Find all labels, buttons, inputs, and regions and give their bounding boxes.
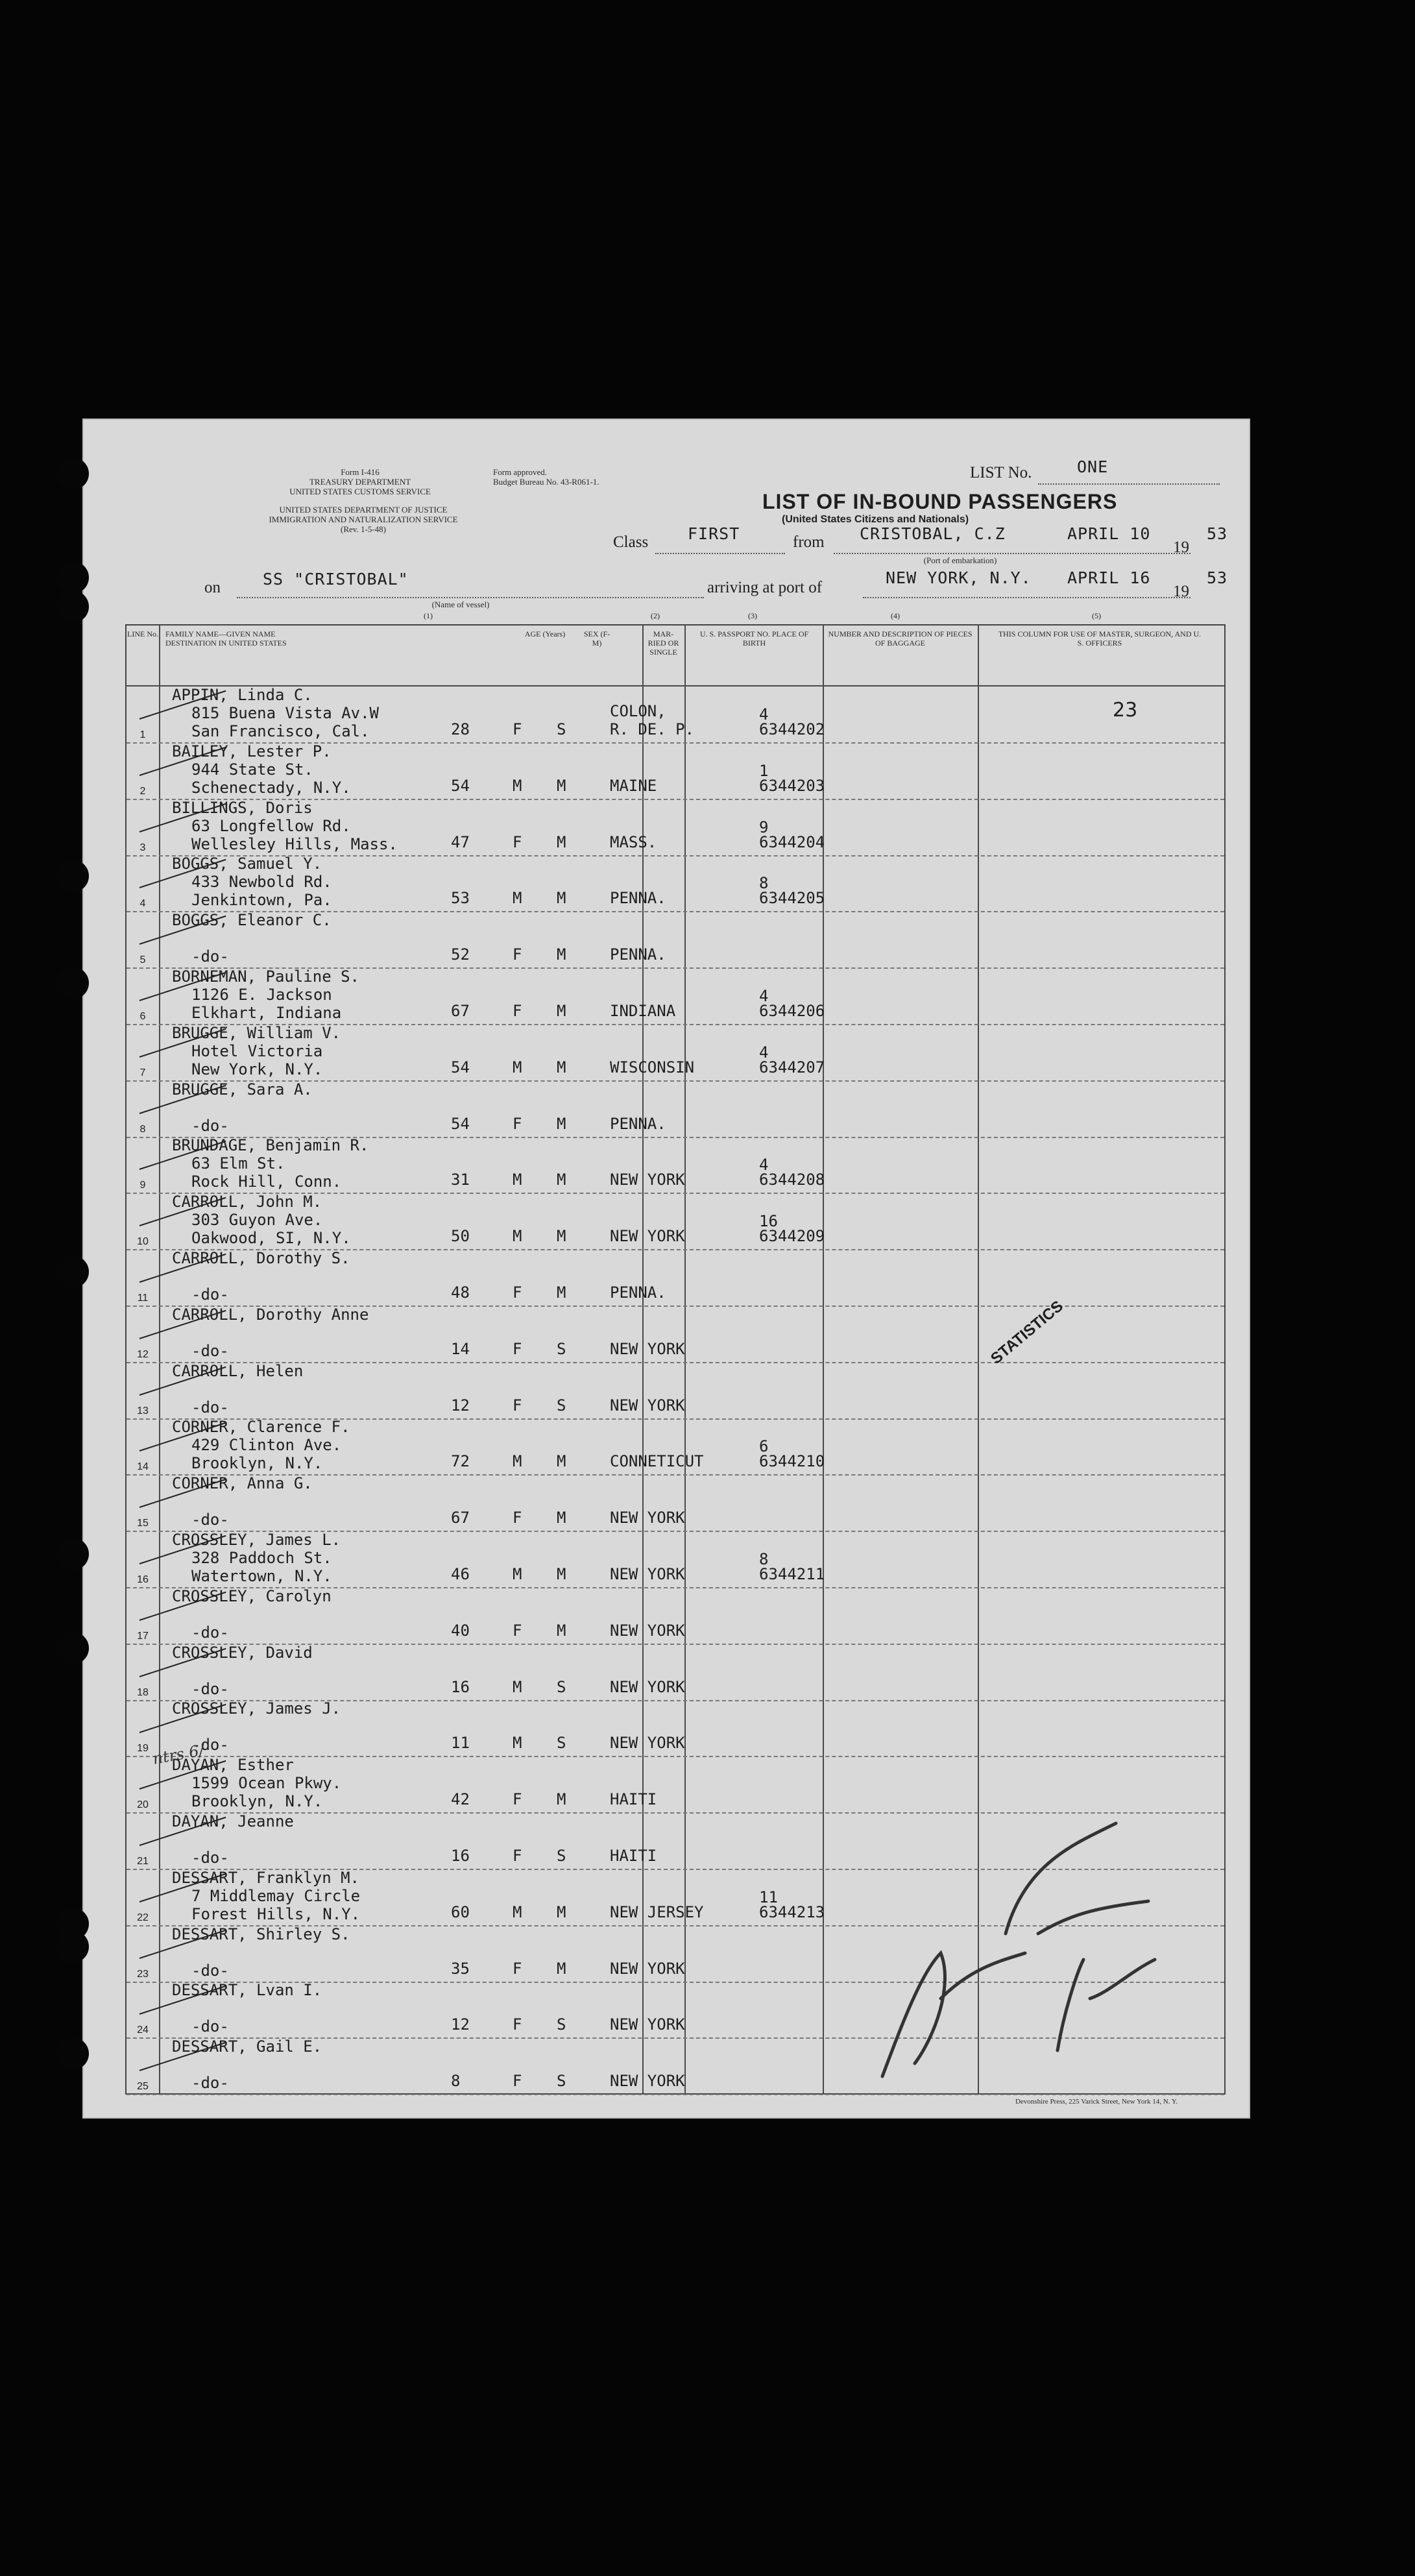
place-of-birth: NEW YORK [610, 1227, 685, 1246]
place-of-birth: NEW YORK [610, 1339, 685, 1358]
passenger-row [127, 1418, 1224, 1476]
passenger-row [127, 1587, 1224, 1645]
form-number: Form I-416 [341, 467, 380, 477]
place-of-birth: WISCONSIN [610, 1058, 695, 1076]
line-number: 22 [137, 1912, 149, 1923]
line-number: 7 [139, 1067, 146, 1078]
address-line-2: -do- [191, 1736, 229, 1755]
passenger-name: DESSART, Lvan I. [172, 1981, 322, 2000]
marital-status: M [557, 1171, 566, 1189]
sex: F [513, 1002, 522, 1020]
sex: M [513, 889, 522, 908]
place-of-birth: NEW YORK [610, 2015, 685, 2034]
line-number: 23 [137, 1968, 149, 1980]
passenger-name: CROSSLEY, James L. [172, 1531, 341, 1549]
on-label: on [204, 579, 221, 596]
arrival-date: APRIL 16 [1067, 568, 1151, 587]
col-sex: SEX (F-M) [583, 629, 611, 648]
age: 48 [451, 1283, 470, 1302]
sex: F [513, 832, 522, 851]
age: 12 [451, 2015, 470, 2034]
passenger-row [127, 1080, 1224, 1138]
marital-status: M [557, 1227, 566, 1246]
age: 16 [451, 1677, 470, 1696]
sex: F [513, 1959, 522, 1978]
line-number: 9 [139, 1180, 146, 1191]
passenger-row [127, 1531, 1224, 1588]
age: 67 [451, 1509, 470, 1527]
marital-status: S [557, 2072, 566, 2091]
passenger-row [127, 1193, 1224, 1250]
list-no-value: ONE [1077, 457, 1109, 476]
punch-hole [56, 457, 89, 490]
place-of-birth: HAITI [610, 1790, 657, 1809]
passenger-name: BAILEY, Lester P. [172, 742, 332, 760]
passenger-row [127, 911, 1224, 969]
baggage-number: 6344213 [759, 1902, 825, 1921]
embarkation-note: (Port of embarkation) [923, 555, 997, 565]
address-line-1: 944 State St. [191, 760, 313, 779]
address-line-2: -do- [191, 1679, 229, 1698]
address-line-1: 63 Elm St. [191, 1154, 285, 1173]
arrival-year: 53 [1207, 568, 1228, 587]
passenger-row [127, 1699, 1224, 1757]
punch-hole [56, 860, 89, 892]
vessel-name: SS "CRISTOBAL" [263, 570, 409, 589]
address-line-1: 63 Longfellow Rd. [191, 816, 351, 835]
passenger-name: DESSART, Gail E. [172, 2037, 322, 2056]
sex: F [513, 1114, 522, 1133]
marital-status: M [557, 832, 566, 851]
marital-status: S [557, 2015, 566, 2034]
age: 40 [451, 1621, 470, 1640]
age: 47 [451, 832, 470, 851]
place-of-birth: CONNETICUT [610, 1452, 704, 1471]
dept-customs: UNITED STATES CUSTOMS SERVICE [289, 487, 431, 496]
age: 11 [451, 1734, 470, 1753]
sex: F [513, 1621, 522, 1640]
col-passport: U. S. PASSPORT NO. PLACE OF BIRTH [699, 629, 809, 648]
sex: M [513, 776, 522, 795]
sex: F [513, 2072, 522, 2091]
passenger-row [127, 742, 1224, 800]
baggage-number: 6344204 [759, 832, 825, 851]
col-age: AGE (Years) [524, 629, 566, 638]
age: 35 [451, 1959, 470, 1978]
punch-hole [56, 561, 89, 594]
punch-hole [56, 1256, 89, 1288]
address-line-1: 328 Paddoch St. [191, 1549, 332, 1567]
marital-status: S [557, 1339, 566, 1358]
marital-status: S [557, 1847, 566, 1865]
punch-hole [56, 1538, 89, 1570]
address-line-2: -do- [191, 1398, 229, 1416]
passenger-row [127, 1249, 1224, 1307]
baggage-number: 6344202 [759, 720, 825, 738]
passenger-row [127, 1644, 1224, 1701]
age: 42 [451, 1790, 470, 1809]
baggage-number: 6344203 [759, 776, 825, 795]
baggage-count: 4 [759, 1043, 769, 1062]
marital-status: M [557, 1283, 566, 1302]
punch-hole [56, 2037, 89, 2070]
form-subtitle: (United States Citizens and Nationals) [782, 514, 969, 525]
address-line-1: 815 Buena Vista Av.W [191, 704, 379, 722]
line-number: 5 [139, 954, 146, 966]
year-prefix: 19 [1173, 539, 1189, 556]
marital-status: M [557, 1058, 566, 1076]
passenger-name: CARROLL, Dorothy Anne [172, 1305, 369, 1324]
dept-treasury: TREASURY DEPARTMENT [309, 477, 411, 487]
address-line-2: -do- [191, 947, 229, 966]
inspector-signature [843, 1804, 1181, 2096]
address-line-2: Elkhart, Indiana [191, 1004, 342, 1022]
passenger-name: CROSSLEY, James J. [172, 1699, 341, 1718]
passenger-row [127, 686, 1224, 744]
punch-hole [56, 1930, 89, 1963]
address-line-2: -do- [191, 1341, 229, 1360]
address-line-2: New York, N.Y. [191, 1060, 323, 1078]
col-officers: THIS COLUMN FOR USE OF MASTER, SURGEON, AND U. S. OFFICERS [998, 629, 1202, 648]
line-number: 24 [137, 2024, 149, 2036]
dept-justice: UNITED STATES DEPARTMENT OF JUSTICE [279, 505, 448, 515]
address-line-2: Forest Hills, N.Y. [191, 1904, 361, 1923]
address-line-2: Brooklyn, N.Y. [191, 1454, 323, 1473]
address-line-2: -do- [191, 1116, 229, 1135]
line-number: 12 [137, 1348, 149, 1360]
address-line-2: Oakwood, SI, N.Y. [191, 1229, 351, 1248]
age: 54 [451, 776, 470, 795]
sex: F [513, 1847, 522, 1865]
passenger-name: BOGGS, Eleanor C. [172, 911, 332, 930]
baggage-count: 16 [759, 1212, 778, 1231]
passenger-name: APPIN, Linda C. [172, 686, 313, 704]
sex: F [513, 1283, 522, 1302]
passenger-row [127, 1362, 1224, 1420]
age: 12 [451, 1396, 470, 1415]
age: 54 [451, 1058, 470, 1076]
sex: F [513, 1396, 522, 1415]
marital-status: M [557, 1902, 566, 1921]
address-line-2: -do- [191, 1961, 229, 1980]
age: 31 [451, 1171, 470, 1189]
place-of-birth: MAINE [610, 776, 657, 795]
line-number: 21 [137, 1856, 149, 1867]
arrival-port: NEW YORK, N.Y. [886, 568, 1032, 587]
line-number: 16 [137, 1574, 149, 1585]
passenger-name: BORNEMAN, Pauline S. [172, 967, 359, 986]
place-of-birth: INDIANA [610, 1002, 676, 1020]
place-of-birth: NEW YORK [610, 1509, 685, 1527]
age: 54 [451, 1114, 470, 1133]
address-line-2: -do- [191, 2017, 229, 2036]
dept-ins: IMMIGRATION AND NATURALIZATION SERVICE [269, 515, 458, 524]
place-of-birth: PENNA. [610, 1283, 666, 1302]
address-line-2: -do- [191, 1285, 229, 1304]
place-of-birth: PENNA. [610, 945, 666, 964]
year-prefix-2: 19 [1173, 583, 1189, 600]
sex: M [513, 1452, 522, 1471]
line-number: 6 [139, 1011, 146, 1022]
sex: M [513, 1227, 522, 1246]
marital-status: M [557, 1114, 566, 1133]
baggage-count: 1 [759, 761, 769, 780]
passenger-name: BRUGGE, Sara A. [172, 1080, 313, 1099]
place-of-birth: NEW YORK [610, 1734, 685, 1753]
sex: M [513, 1565, 522, 1583]
punch-hole [56, 590, 89, 623]
marital-status: S [557, 1734, 566, 1753]
passenger-name: CARROLL, John M. [172, 1193, 322, 1211]
place-of-birth: NEW YORK [610, 2072, 685, 2091]
baggage-number: 6344205 [759, 889, 825, 908]
place-of-birth: PENNA. [610, 1114, 666, 1133]
age: 67 [451, 1002, 470, 1020]
baggage-count: 4 [759, 987, 769, 1005]
passenger-row [127, 855, 1224, 912]
passenger-row [127, 1136, 1224, 1194]
age: 53 [451, 889, 470, 908]
baggage-count: 8 [759, 1550, 769, 1568]
line-number: 18 [137, 1686, 149, 1698]
baggage-count: 11 [759, 1888, 778, 1906]
officer-note: 23 [1113, 699, 1138, 722]
marital-status: M [557, 1959, 566, 1978]
passenger-name: BILLINGS, Doris [172, 798, 313, 817]
address-line-2: San Francisco, Cal. [191, 722, 370, 740]
marital-status: M [557, 1621, 566, 1640]
passenger-name: CARROLL, Dorothy S. [172, 1249, 350, 1267]
line-number: 15 [137, 1518, 149, 1529]
line-number: 8 [139, 1123, 146, 1135]
list-no-label: LIST No. [970, 464, 1032, 481]
marital-status: M [557, 776, 566, 795]
age: 50 [451, 1227, 470, 1246]
baggage-count: 9 [759, 818, 769, 836]
embarkation-date: APRIL 10 [1067, 524, 1151, 543]
address-line-1: 1599 Ocean Pkwy. [191, 1774, 342, 1793]
printer-imprint: Devonshire Press, 225 Varick Street, New York 14, N. Y. [1015, 2098, 1178, 2106]
marital-status: M [557, 889, 566, 908]
baggage-count: 8 [759, 874, 769, 893]
marital-status: S [557, 720, 566, 738]
address-line-1: 1126 E. Jackson [191, 986, 332, 1004]
marital-status: M [557, 1790, 566, 1809]
place-of-birth: PENNA. [610, 889, 666, 908]
passenger-name: CROSSLEY, David [172, 1643, 313, 1662]
col-married: MAR-RIED OR SINGLE [647, 629, 679, 657]
passenger-name: CORNER, Anna G. [172, 1474, 313, 1493]
sex: M [513, 1734, 522, 1753]
passenger-row [127, 1024, 1224, 1082]
address-line-2: Watertown, N.Y. [191, 1567, 332, 1585]
passenger-row [127, 1474, 1224, 1532]
col-name: FAMILY NAME—GIVEN NAME DESTINATION IN UNITED STATES [165, 629, 287, 648]
address-line-2: Jenkintown, Pa. [191, 891, 332, 910]
address-line-1: Hotel Victoria [191, 1041, 323, 1060]
line-number: 20 [137, 1799, 149, 1811]
sex: F [513, 945, 522, 964]
sex: M [513, 1677, 522, 1696]
baggage-count: 4 [759, 705, 769, 723]
baggage-count: 6 [759, 1437, 769, 1456]
col-num-5: (5) [1092, 611, 1101, 620]
baggage-count: 4 [759, 1156, 769, 1174]
marital-status: S [557, 1677, 566, 1696]
address-line-1: 433 Newbold Rd. [191, 873, 332, 892]
passenger-row [127, 799, 1224, 857]
place-of-birth: NEW YORK [610, 1396, 685, 1415]
budget-bureau: Budget Bureau No. 43-R061-1. [493, 477, 599, 487]
passenger-name: DAYAN, Esther [172, 1756, 294, 1775]
marital-status: S [557, 1396, 566, 1415]
col-baggage: NUMBER AND DESCRIPTION OF PIECES OF BAGGAGE [828, 629, 973, 648]
address-line-2: -do- [191, 2074, 229, 2093]
address-line-2: -do- [191, 1511, 229, 1529]
sex: F [513, 1790, 522, 1809]
from-label: from [793, 533, 825, 551]
sex: M [513, 1058, 522, 1076]
passenger-name: CARROLL, Helen [172, 1361, 304, 1380]
baggage-number: 6344208 [759, 1171, 825, 1189]
class-value: FIRST [688, 524, 740, 543]
baggage-number: 6344207 [759, 1058, 825, 1076]
col-num-1: (1) [424, 611, 433, 620]
place-of-birth: R. DE. P. [610, 720, 695, 738]
passenger-name: CROSSLEY, Carolyn [172, 1586, 332, 1605]
passenger-name: DESSART, Franklyn M. [172, 1868, 359, 1887]
passenger-name: DESSART, Shirley S. [172, 1925, 350, 1943]
baggage-number: 6344210 [759, 1452, 825, 1471]
passenger-name: DAYAN, Jeanne [172, 1812, 294, 1830]
sex: F [513, 720, 522, 738]
passenger-name: BRUGGE, William V. [172, 1023, 341, 1042]
marital-status: M [557, 1565, 566, 1583]
embarkation-port: CRISTOBAL, C.Z [860, 524, 1006, 543]
col-num-2: (2) [651, 611, 660, 620]
sex: M [513, 1902, 522, 1921]
passenger-name: BRUNDAGE, Benjamin R. [172, 1136, 369, 1155]
place-of-birth: NEW YORK [610, 1959, 685, 1978]
age: 72 [451, 1452, 470, 1471]
col-line-no: LINE No. [127, 629, 158, 638]
sex: M [513, 1171, 522, 1189]
line-number: 1 [139, 729, 146, 740]
address-line-1: 303 Guyon Ave. [191, 1211, 323, 1230]
marital-status: M [557, 1452, 566, 1471]
place-of-birth: NEW YORK [610, 1621, 685, 1640]
address-line-2: Rock Hill, Conn. [191, 1173, 342, 1191]
line-number: 25 [137, 2081, 149, 2093]
line-number: 10 [137, 1236, 149, 1248]
baggage-number: 6344209 [759, 1227, 825, 1246]
marital-status: M [557, 1002, 566, 1020]
punch-hole [56, 1632, 89, 1664]
line-number: 13 [137, 1405, 149, 1416]
age: 28 [451, 720, 470, 738]
place-of-birth: MASS. [610, 832, 657, 851]
line-number: 2 [139, 785, 146, 797]
place-of-birth: NEW YORK [610, 1677, 685, 1696]
address-line-2: Brooklyn, N.Y. [191, 1792, 323, 1811]
place-of-birth: NEW YORK [610, 1565, 685, 1583]
form-revision: (Rev. 1-5-48) [341, 524, 386, 534]
line-number: 17 [137, 1630, 149, 1642]
age: 52 [451, 945, 470, 964]
address-line-2: -do- [191, 1849, 229, 1867]
class-label: Class [613, 533, 649, 551]
form-title: LIST OF IN-BOUND PASSENGERS [762, 490, 1118, 513]
line-number: 19 [137, 1743, 149, 1755]
arriving-label: arriving at port of [707, 579, 823, 596]
col-num-3: (3) [748, 611, 757, 620]
address-line-2: Wellesley Hills, Mass. [191, 834, 398, 853]
address-line-1: 429 Clinton Ave. [191, 1436, 342, 1455]
vessel-note: (Name of vessel) [431, 600, 490, 609]
marital-status: M [557, 945, 566, 964]
statistics-stamp: STATISTICS [987, 1297, 1067, 1368]
place-of-birth: HAITI [610, 1847, 657, 1865]
line-number: 3 [139, 842, 146, 853]
age: 8 [451, 2072, 461, 2091]
age: 60 [451, 1902, 470, 1921]
address-line-2: -do- [191, 1623, 229, 1642]
address-line-1: 7 Middlemay Circle [191, 1886, 361, 1905]
line-number: 4 [139, 898, 146, 910]
place-of-birth: NEW JERSEY [610, 1902, 704, 1921]
age: 16 [451, 1847, 470, 1865]
sex: F [513, 2015, 522, 2034]
age: 46 [451, 1565, 470, 1583]
passenger-row [127, 967, 1224, 1025]
age: 14 [451, 1339, 470, 1358]
baggage-number: 6344211 [759, 1565, 825, 1583]
place-of-birth-line-1: COLON, [610, 702, 666, 720]
marital-status: M [557, 1509, 566, 1527]
sex: F [513, 1509, 522, 1527]
place-of-birth: NEW YORK [610, 1171, 685, 1189]
punch-hole [56, 967, 89, 999]
col-num-4: (4) [891, 611, 900, 620]
baggage-number: 6344206 [759, 1002, 825, 1020]
embarkation-year: 53 [1207, 524, 1228, 543]
passenger-name: BOGGS, Samuel Y. [172, 855, 322, 873]
sex: F [513, 1339, 522, 1358]
line-number: 14 [137, 1461, 149, 1473]
form-approved: Form approved. [493, 467, 548, 477]
address-line-2: Schenectady, N.Y. [191, 778, 351, 797]
line-number: 11 [137, 1293, 149, 1304]
passenger-name: CORNER, Clarence F. [172, 1418, 350, 1437]
margin-note: ntrs 6/ [151, 1741, 206, 1768]
